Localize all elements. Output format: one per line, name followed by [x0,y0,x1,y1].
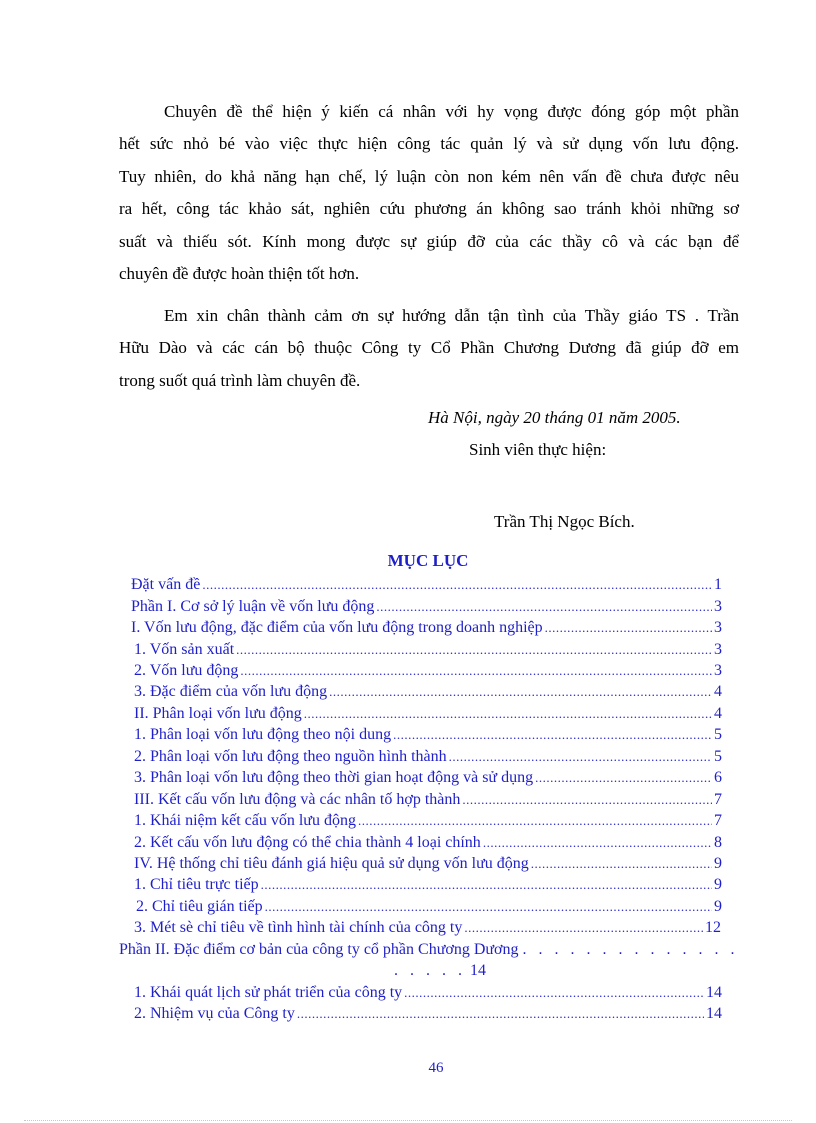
toc-leader-dots [535,767,712,788]
footer-divider [24,1120,792,1121]
paragraph-line: Hữu Dào và các cán bộ thuộc Công ty Cổ Phần Chương Dương đã giúp đỡ em [119,338,739,358]
toc-entry-page: 6 [714,769,722,786]
toc-entry-page: 3 [714,662,722,679]
toc-entry-label: IV. Hệ thống chỉ tiêu đánh giá hiệu quả sử dụng vốn lưu động [134,855,529,872]
toc-entry-label: 1. Khái quát lịch sử phát triển của công ty [134,984,403,1001]
toc-entry[interactable] [134,724,722,745]
toc-entry[interactable] [134,767,722,788]
toc-entry-label: 1. Vốn sản xuất [134,641,235,658]
toc-entry[interactable] [134,810,722,831]
toc-entry-label: 2. Nhiệm vụ của Công ty [134,1005,295,1022]
toc-leader-dots [236,639,712,660]
toc-entry-page: 9 [714,876,722,893]
toc-entry-label: 1. Chỉ tiêu trực tiếp [134,876,259,893]
toc-leader-dots [240,660,712,681]
date-place: Hà Nội, ngày 20 tháng 01 năm 2005. [428,408,681,427]
toc-entry-page: 7 [714,791,722,808]
toc-leader-dots [304,703,712,724]
toc-entry[interactable] [136,896,722,917]
toc-entry-page: 1 [714,576,722,593]
toc-entry-label: II. Phân loại vốn lưu động [134,705,302,722]
toc-entry-page: 5 [714,726,722,743]
toc-entry[interactable] [131,596,722,617]
toc-entry-page: 14 [706,1005,722,1022]
paragraph-1 [119,96,739,290]
paragraph-line: chuyên đề được hoàn thiện tốt hơn. [119,263,360,283]
toc-entry-page: 12 [705,919,721,936]
toc-entry-part2[interactable] [119,939,737,960]
toc-leader-dots [404,982,704,1003]
toc-leader-dots: . . . . . [394,962,466,979]
toc-entry-page: 3 [714,641,722,658]
toc-entry-label: 2. Chỉ tiêu gián tiếp [136,898,263,915]
toc-entry-label: 2. Vốn lưu động [134,662,239,679]
toc-entry[interactable] [134,703,722,724]
toc-entry-label: 2. Kết cấu vốn lưu động có thể chia thành 4 loại chính [134,834,481,851]
toc-entry-label: 1. Khái niệm kết cấu vốn lưu động [134,812,356,829]
toc-leader-dots [376,596,712,617]
toc-entry-page: 3 [714,619,722,636]
toc-entry-label: 1. Phân loại vốn lưu động theo nội dung [134,726,392,743]
toc-entry-page: 3 [714,598,722,615]
toc-leader-dots [297,1003,704,1024]
toc-leader-dots [393,724,712,745]
toc-entry-page: 9 [714,855,722,872]
toc-entry-page: 4 [714,683,722,700]
toc-entry-page: 14 [470,962,486,979]
toc-entry[interactable] [134,982,722,1003]
toc-entry-page: 7 [714,812,722,829]
toc-entry[interactable] [134,874,722,895]
toc-leader-dots [464,917,703,938]
toc-entry[interactable] [134,853,722,874]
paragraph-line: ra hết, công tác khảo sát, nghiên cứu phương án không sao tránh khỏi những sơ [119,199,739,219]
toc-entry-label: 3. Mét sè chỉ tiêu về tình hình tài chính của công ty [134,919,463,936]
toc-leader-dots [265,896,712,917]
paragraph-line: Tuy nhiên, do khả năng hạn chế, lý luận còn non kém nên vấn đề chưa được nêu [119,166,739,186]
toc-entry-page: 9 [714,898,722,915]
toc-leader-dots [358,810,712,831]
toc-leader-dots: . . . . . . . . . . . . . . [522,941,739,958]
toc-entry[interactable] [131,574,722,595]
paragraph-line: Em xin chân thành cảm ơn sự hướng dẫn tận tình của Thầy giáo TS . Trần [164,306,739,325]
paragraph-line: suất và thiếu sót. Kính mong được sự giúp đỡ của các thầy cô và các bạn để [119,231,739,251]
toc-entry-label: 2. Phân loại vốn lưu động theo nguồn hình thành [134,748,447,765]
toc-entry-page: 8 [714,834,722,851]
toc-entry-label: I. Vốn lưu động, đặc điểm của vốn lưu động trong doanh nghiệp [131,619,543,636]
signer-name: Trần Thị Ngọc Bích. [494,512,635,531]
toc-leader-dots [202,574,712,595]
toc-entry-label: Đặt vấn đề [131,576,201,593]
toc-entry-page: 5 [714,748,722,765]
toc-entry-page: 4 [714,705,722,722]
toc-leader-dots [462,789,712,810]
toc-entry-page: 14 [706,984,722,1001]
toc-entry[interactable] [134,639,722,660]
toc-leader-dots [531,853,712,874]
toc-entry[interactable] [134,789,722,810]
toc-title: MỤC LỤC [387,551,469,570]
toc-entry[interactable] [134,746,722,767]
toc-leader-dots [483,832,712,853]
paragraph-line: trong suốt quá trình làm chuyên đề. [119,370,361,390]
toc-leader-dots [449,746,712,767]
signer-role: Sinh viên thực hiện: [469,440,607,459]
paragraph-2 [119,300,739,397]
toc-entry-label: 3. Đặc điểm của vốn lưu động [134,683,328,700]
toc-entry-label: Phần II. Đặc điểm cơ bản của công ty cổ phần Chương Dương [119,941,519,958]
toc-leader-dots [329,681,712,702]
paragraph-line: hết sức nhỏ bé vào việc thực hiện công tác quản lý và sử dụng vốn lưu động. [119,134,739,154]
toc-entry[interactable] [131,617,722,638]
toc-entry[interactable] [134,681,722,702]
toc-leader-dots [261,874,712,895]
page-number: 46 [428,1060,444,1076]
toc-entry[interactable] [134,832,722,853]
toc-entry-label: III. Kết cấu vốn lưu động và các nhân tố hợp thành [134,791,461,808]
toc-entry[interactable] [134,917,721,938]
toc-leader-dots [545,617,712,638]
toc-entry-label: Phần I. Cơ sở lý luận về vốn lưu động [131,598,375,615]
toc-entry[interactable] [134,660,722,681]
toc-entry[interactable] [134,1003,722,1024]
toc-entry-label: 3. Phân loại vốn lưu động theo thời gian hoạt động và sử dụng [134,769,534,786]
toc-entry-part2-continued [394,960,486,981]
paragraph-line: Chuyên đề thể hiện ý kiến cá nhân với hy vọng được đóng góp một phần [164,102,739,121]
